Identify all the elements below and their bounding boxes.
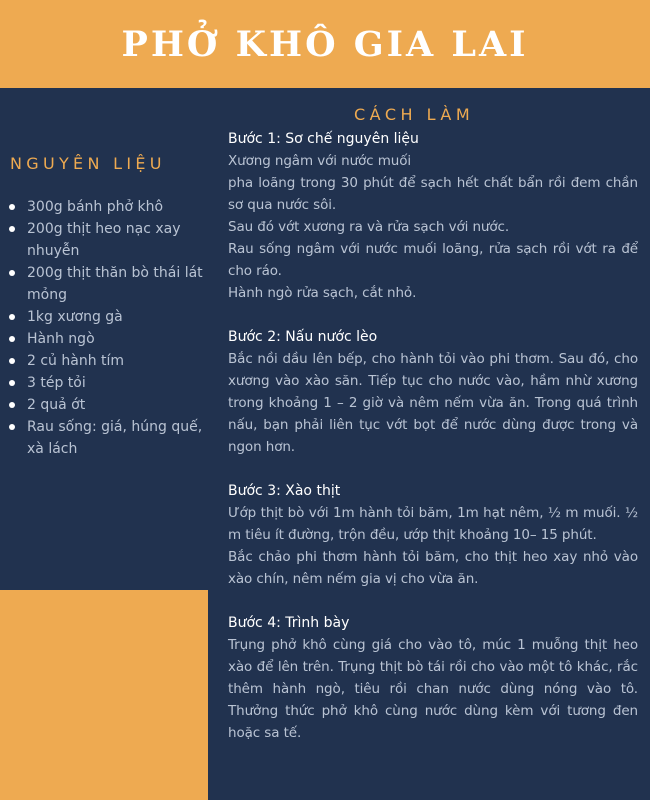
- ingredient-text: 3 tép tỏi: [27, 375, 86, 391]
- step-text: Ướp thịt bò với 1m hành tỏi băm, 1m hạt nêm, ½ m muối. ½ m tiêu ít đường, trộn đều, ướp thịt khoảng 10– 15 phút.: [228, 505, 638, 543]
- list-item: [9, 306, 204, 328]
- step-text: Hành ngò rửa sạch, cắt nhỏ.: [228, 285, 417, 301]
- list-item: [9, 416, 204, 460]
- ingredient-text: 2 củ hành tím: [27, 353, 125, 369]
- ingredient-text: 2 quả ớt: [27, 397, 86, 413]
- step-text: Rau sống ngâm với nước muối loãng, rửa sạch rồi vớt ra để cho ráo.: [228, 241, 638, 279]
- ingredient-text: 1kg xương gà: [27, 309, 123, 325]
- list-item: [9, 196, 204, 218]
- step-title: Bước 3: Xào thịt: [228, 483, 341, 499]
- step-text: pha loãng trong 30 phút để sạch hết chất bẩn rồi đem chần sơ qua nước sôi.: [228, 175, 638, 213]
- list-item: [9, 372, 204, 394]
- step-text: Bắc nồi dầu lên bếp, cho hành tỏi vào phi thơm. Sau đó, cho xương vào xào săn. Tiếp tục cho nước vào, hầm nhừ xương trong khoảng 1 – 2 giờ và nêm nếm vừa ăn. Trong quá trình nấu, bạn phải liên tục vớt bọt để nước dùng được trong và ngon hơn.: [228, 351, 638, 455]
- step-text: Trụng phở khô cùng giá cho vào tô, múc 1 muỗng thịt heo xào để lên trên. Trụng thịt bò tái rồi cho vào một tô khác, rắc thêm hành ngò, tiêu rồi chan nước dùng nóng vào tô. Thưởng thức phở khô cùng nước dùng kèm với tương đen hoặc sa tế.: [228, 637, 638, 741]
- bullet-icon: [9, 402, 15, 408]
- step-3: [228, 480, 638, 590]
- page-title: PHỞ KHÔ GIA LAI: [121, 23, 529, 65]
- step-1: [228, 128, 638, 304]
- decorative-block: [0, 590, 208, 800]
- bullet-icon: [9, 314, 15, 320]
- bullet-icon: [9, 424, 15, 430]
- step-text: Bắc chảo phi thơm hành tỏi băm, cho thịt heo xay nhỏ vào xào chín, nêm nếm gia vị cho vừa ăn.: [228, 549, 638, 587]
- list-item: [9, 218, 204, 262]
- ingredient-text: 200g thịt heo nạc xay nhuyễn: [27, 221, 181, 259]
- ingredient-text: 300g bánh phở khô: [27, 199, 164, 215]
- step-text: Sau đó vớt xương ra và rửa sạch với nước.: [228, 219, 510, 235]
- step-2: [228, 326, 638, 458]
- bullet-icon: [9, 336, 15, 342]
- bullet-icon: [9, 270, 15, 276]
- list-item: [9, 350, 204, 372]
- steps-list: [228, 128, 638, 766]
- bullet-icon: [9, 226, 15, 232]
- bullet-icon: [9, 380, 15, 386]
- list-item: [9, 394, 204, 416]
- ingredient-text: Rau sống: giá, húng quế, xà lách: [27, 419, 203, 457]
- ingredient-text: Hành ngò: [27, 331, 95, 347]
- method-heading: CÁCH LÀM: [354, 105, 475, 124]
- list-item: [9, 328, 204, 350]
- step-title: Bước 1: Sơ chế nguyên liệu: [228, 131, 419, 147]
- step-4: [228, 612, 638, 744]
- ingredient-text: 200g thịt thăn bò thái lát mỏng: [27, 265, 203, 303]
- step-text: Xương ngâm với nước muối: [228, 153, 412, 169]
- step-title: Bước 2: Nấu nước lèo: [228, 329, 378, 345]
- ingredients-list: [9, 196, 204, 460]
- list-item: [9, 262, 204, 306]
- bullet-icon: [9, 204, 15, 210]
- bullet-icon: [9, 358, 15, 364]
- step-title: Bước 4: Trình bày: [228, 615, 350, 631]
- ingredients-heading: NGUYÊN LIỆU: [10, 154, 166, 173]
- header-banner: [0, 0, 650, 88]
